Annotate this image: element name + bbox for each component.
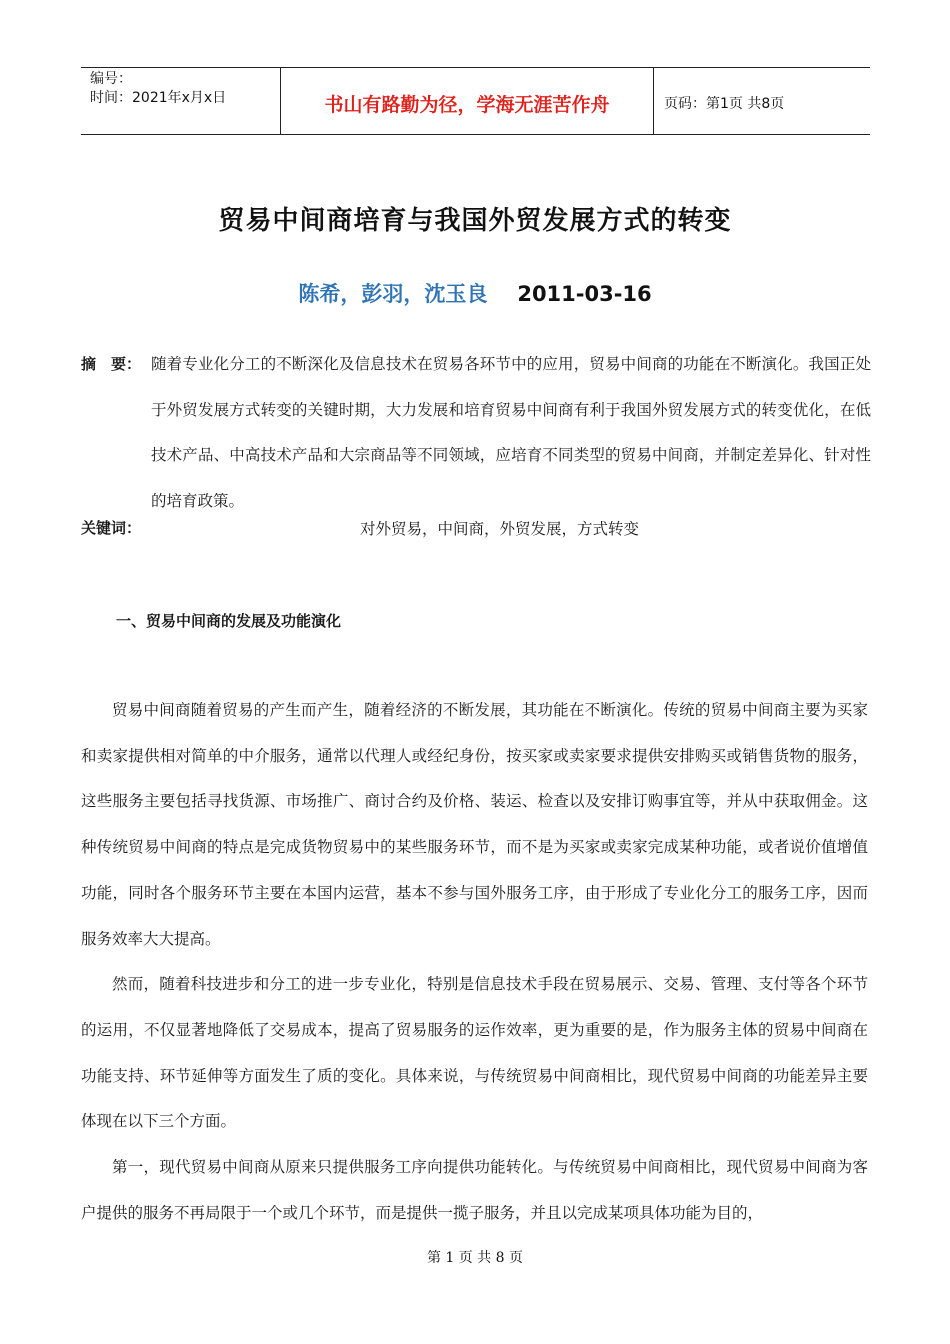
keywords-value: 对外贸易，中间商，外贸发展，方式转变 <box>360 520 640 538</box>
body-paragraph: 第一，现代贸易中间商从原来只提供服务工序向提供功能转化。与传统贸易中间商相比，现代贸易中间商为客户提供的服务不再局限于一个或几个环节，而是提供一揽子服务，并且以完成某项具体功能为目的， <box>81 1158 868 1222</box>
abstract-block <box>81 342 871 524</box>
header-table <box>81 67 870 135</box>
header-left-cell <box>81 68 281 134</box>
header-number-label: 编号： <box>90 71 132 87</box>
publish-date: 2011-03-16 <box>517 282 652 306</box>
page-footer: 第 1 页 共 8 页 <box>426 1250 524 1266</box>
header-time-label: 时间：2021年x月x日 <box>90 90 227 106</box>
header-motto: 书山有路勤为径，学海无涯苦作舟 <box>281 68 654 134</box>
body-text <box>81 688 868 1236</box>
keywords-block <box>81 517 871 538</box>
authors: 陈希，彭羽，沈玉良 <box>298 282 488 306</box>
author-line <box>0 278 950 308</box>
header-page-info: 页码：第1页 共8页 <box>664 96 785 112</box>
keywords-label: 关键词： <box>81 519 142 537</box>
body-paragraph: 贸易中间商随着贸易的产生而产生，随着经济的不断发展，其功能在不断演化。传统的贸易中间商主要为买家和卖家提供相对简单的中介服务，通常以代理人或经纪身份，按买家或卖家要求提供安排购买或销售货物的服务，这些服务主要包括寻找货源、市场推广、商讨合约及价格、装运、检查以及安排订购事宜等，并从中获取佣金。这种传统贸易中间商的特点是完成货物贸易中的某些服务环节，而不是为买家或卖家完成某种功能，或者说价值增值功能，同时各个服务环节主要在本国内运营，基本不参与国外服务工序，由于形成了专业化分工的服务工序，因而服务效率大大提高。 <box>81 701 868 948</box>
abstract-label: 摘 要： <box>81 355 142 373</box>
abstract-text: 随着专业化分工的不断深化及信息技术在贸易各环节中的应用，贸易中间商的功能在不断演化。我国正处于外贸发展方式转变的关键时期，大力发展和培育贸易中间商有利于我国外贸发展方式的转变优化，在低技术产品、中高技术产品和大宗商品等不同领域，应培育不同类型的贸易中间商，并制定差异化、针对性的培育政策。 <box>151 355 871 510</box>
section-heading: 一、贸易中间商的发展及功能演化 <box>116 612 342 630</box>
document-title: 贸易中间商培育与我国外贸发展方式的转变 <box>218 206 732 236</box>
body-paragraph: 然而，随着科技进步和分工的进一步专业化，特别是信息技术手段在贸易展示、交易、管理、支付等各个环节的运用，不仅显著地降低了交易成本，提高了贸易服务的运作效率，更为重要的是，作为服务主体的贸易中间商在功能支持、环节延伸等方面发生了质的变化。具体来说，与传统贸易中间商相比，现代贸易中间商的功能差异主要体现在以下三个方面。 <box>81 975 868 1131</box>
